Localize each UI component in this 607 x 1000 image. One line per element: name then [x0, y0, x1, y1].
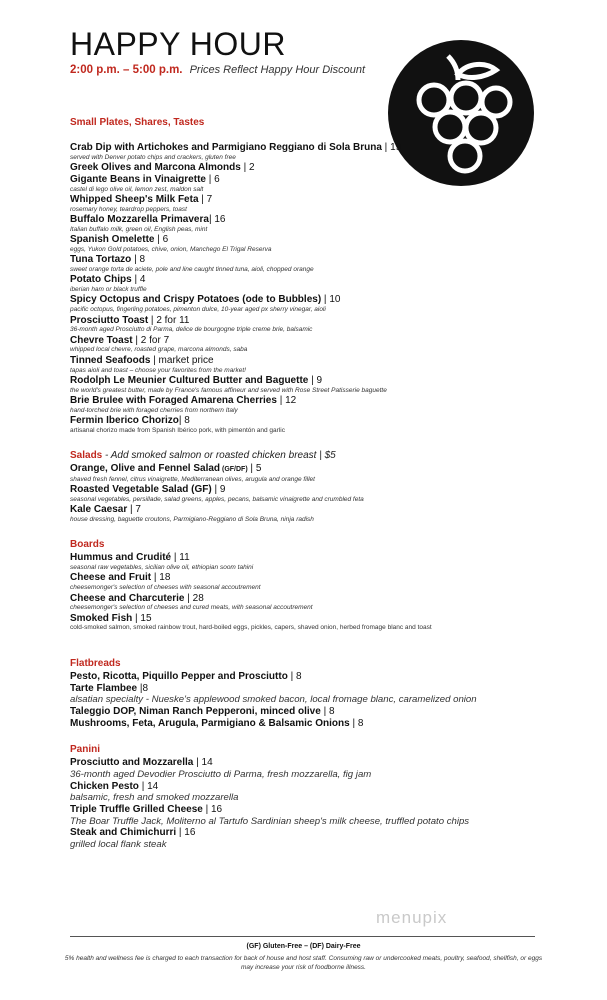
item-description: eggs, Yukon Gold potatoes, chive, onion, Manchego El Trigal Reserva — [70, 245, 272, 253]
page-title: HAPPY HOUR — [70, 26, 287, 62]
price-separator: | — [171, 552, 180, 564]
price-separator: | — [184, 592, 193, 604]
item-diet-tag: (GF/DF) — [220, 466, 248, 474]
section-addon-price: | $5 — [316, 450, 336, 462]
item-price: 9 — [316, 374, 323, 386]
item-name: Whipped Sheep's Milk Feta — [70, 193, 199, 205]
item-name: Potato Chips — [70, 274, 132, 286]
item-name: Tarte Flambee — [70, 682, 138, 694]
price-separator: | — [127, 504, 136, 516]
item-price: 2 for 11 — [156, 314, 190, 326]
item-price: 16 — [184, 826, 196, 838]
price-separator: | — [154, 234, 163, 246]
item-description: hand-torched brie with foraged cherries from northern Italy — [70, 406, 238, 414]
item-description: balsamic, fresh and smoked mozzarella — [70, 792, 239, 804]
item-description: castel di lego olive oil, lemon zest, maldon salt — [70, 185, 204, 193]
menu-item — [70, 355, 540, 367]
section-heading-label: Panini — [70, 744, 101, 756]
item-description: Italian buffalo milk, green oil, English peas, mint — [70, 225, 208, 233]
price-separator: | — [131, 274, 140, 286]
footer-divider — [70, 936, 535, 937]
item-description: iberian ham or black truffle — [70, 286, 147, 294]
price-separator: | — [308, 374, 317, 386]
price-separator: | — [138, 780, 148, 792]
item-description: The Boar Truffle Jack, Moliterno al Tartufo Sardinian sheep's milk cheese, truffled potato chips — [70, 815, 470, 827]
item-description: cheesemonger's selection of cheeses with seasonal accoutrement — [70, 584, 261, 592]
price-separator: | — [148, 314, 157, 326]
item-description: cheesemonger's selection of cheeses and cured meats, with seasonal accoutrement — [70, 604, 313, 612]
menu-item — [70, 315, 540, 327]
item-description: alsatian specialty - Nueske's applewood smoked bacon, local fromage blanc, caramelized onion — [70, 694, 477, 706]
menu-item — [70, 613, 540, 625]
item-price: 8 — [357, 717, 364, 729]
price-separator: | — [150, 354, 159, 366]
item-price: 8 — [184, 415, 190, 427]
item-description: rosemary honey, teardrop peppers, toast — [70, 205, 187, 213]
menu-item — [70, 683, 540, 695]
menu-item — [70, 593, 540, 605]
menu-item — [70, 174, 540, 186]
menu-item — [70, 463, 540, 476]
price-separator: | — [132, 334, 141, 346]
fine-print: 5% health and wellness fee is charged to each transaction for back of house and host staff. Consuming raw or undercooked meats, poultry, seafood, shellfish, or eggs may increase your risk of foodborne illness. — [64, 955, 543, 971]
item-price: 8 — [142, 682, 149, 694]
item-description: shaved fresh fennel, citrus vinaigrette, Mediterranean olives, arugula and orange fillet — [70, 475, 315, 483]
item-description: pacific octopus, fingerling potatoes, pimenton dulce, 10-year aged px sherry vinegar, aioli — [70, 306, 326, 314]
menu-item — [70, 274, 540, 286]
item-name: Gigante Beans in Vinaigrette — [70, 173, 206, 185]
item-price: 15 — [140, 612, 152, 624]
price-note: Prices Reflect Happy Hour Discount — [189, 64, 366, 76]
menu-item — [70, 671, 540, 683]
item-price: 8 — [328, 705, 335, 717]
item-price: 2 — [248, 162, 255, 174]
item-name: Hummus and Crudité — [70, 552, 172, 564]
menu-item — [70, 706, 540, 718]
item-name: Cheese and Charcuterie — [70, 592, 185, 604]
item-name: Orange, Olive and Fennel Salad — [70, 463, 221, 475]
price-separator: | — [131, 254, 140, 266]
item-description: cold-smoked salmon, smoked rainbow trout, hard-boiled eggs, pickles, capers, shaved onion, herbed fromage blanc and toast — [70, 624, 432, 632]
happy-hour-time: 2:00 p.m. – 5:00 p.m. — [70, 64, 183, 76]
item-price: 7 — [135, 504, 141, 516]
menu-item — [70, 484, 540, 496]
price-separator: | — [320, 705, 329, 717]
item-name: Pesto, Ricotta, Piquillo Pepper and Prosciutto — [70, 670, 288, 682]
menu-item — [70, 142, 540, 154]
item-price: 6 — [214, 173, 220, 185]
menu-item — [70, 781, 540, 793]
item-price: 2 for 7 — [140, 334, 170, 346]
menu-section — [70, 538, 540, 632]
item-name: Chicken Pesto — [70, 780, 139, 792]
menu-section — [70, 743, 540, 850]
menu-item — [70, 804, 540, 816]
item-description: served with Denver potato chips and crackers, gluten free — [70, 153, 236, 161]
menu-item — [70, 294, 540, 306]
item-description: 36-month aged Devodier Prosciutto di Parma, fresh mozzarella, fig jam — [70, 769, 372, 781]
menu-item — [70, 214, 540, 226]
item-name: Cheese and Fruit — [70, 572, 152, 584]
menu-item — [70, 415, 540, 427]
item-name: Tinned Seafoods — [70, 354, 151, 366]
item-name: Smoked Fish — [70, 612, 133, 624]
price-separator: | — [151, 572, 160, 584]
item-description: whipped local chevre, roasted grape, marcona almonds, saba — [70, 346, 248, 354]
item-price: 18 — [159, 572, 171, 584]
item-description: artisanal chorizo made from Spanish Ibérico pork, with pimentón and garlic — [70, 426, 285, 434]
item-name: Brie Brulee with Foraged Amarena Cherries — [70, 394, 277, 406]
item-name: Rodolph Le Meunier Cultured Butter and Baguette — [70, 374, 309, 386]
price-separator: | — [208, 214, 215, 226]
price-separator: | — [176, 826, 185, 838]
item-price: 28 — [192, 592, 204, 604]
menu-item — [70, 552, 540, 564]
menu-item — [70, 827, 540, 839]
item-price: 7 — [206, 193, 213, 205]
menu-item — [70, 375, 540, 387]
price-separator: | — [137, 682, 143, 694]
menu-item — [70, 335, 540, 347]
section-heading — [70, 449, 540, 462]
item-name: Chevre Toast — [70, 334, 133, 346]
section-heading — [70, 538, 540, 551]
item-description: sweet orange torta de aciete, pole and line caught tinned tuna, aioli, chopped orange — [70, 266, 314, 274]
price-separator: | — [240, 162, 249, 174]
item-name: Prosciutto Toast — [70, 314, 149, 326]
section-heading — [70, 116, 540, 129]
item-name: Triple Truffle Grilled Cheese — [70, 803, 203, 815]
price-separator: | — [287, 670, 296, 682]
menu-item — [70, 194, 540, 206]
menu-item — [70, 254, 540, 266]
item-description: seasonal raw vegetables, sicilian olive oil, ethiopian soom tahini — [70, 564, 254, 572]
menu-item — [70, 162, 540, 174]
item-name: Mushrooms, Feta, Arugula, Parmigiano & Balsamic Onions — [70, 717, 350, 729]
item-description: 36-month aged Prosciutto di Parma, delice de bourgogne triple creme brie, balsamic — [70, 326, 313, 334]
item-name: Crab Dip with Artichokes and Parmigiano Reggiano di Sola Bruna — [70, 142, 382, 153]
item-price: 10 — [329, 294, 341, 306]
item-description: house dressing, baguette croutons, Parmigiano-Reggiano di Sola Bruna, ninja radish — [70, 516, 314, 524]
price-separator: | — [198, 193, 207, 205]
item-description: tapas aioli and toast – choose your favorites from the market! — [70, 366, 246, 374]
menu-section — [70, 449, 540, 524]
item-name: Roasted Vegetable Salad (GF) — [70, 484, 212, 496]
item-name: Greek Olives and Marcona Almonds — [70, 162, 241, 174]
menu-item — [70, 395, 540, 407]
menu-item — [70, 572, 540, 584]
item-price: 12 — [285, 394, 297, 406]
menu-item — [70, 757, 540, 769]
item-name: Spanish Omelette — [70, 234, 155, 246]
diet-key: (GF) Gluten-Free – (DF) Dairy-Free — [246, 943, 361, 950]
menu-item — [70, 234, 540, 246]
item-price: 6 — [162, 234, 169, 246]
item-price: 11 — [179, 552, 190, 564]
section-heading — [70, 657, 540, 670]
item-price: 9 — [219, 484, 226, 496]
item-name: Spicy Octopus and Crispy Potatoes (ode to Bubbles) — [70, 294, 322, 306]
item-description: grilled local flank steak — [70, 838, 167, 850]
price-separator: | — [276, 394, 286, 406]
section-heading-label: Flatbreads — [70, 657, 121, 669]
price-separator: | — [193, 757, 202, 769]
price-separator: | — [178, 415, 185, 427]
price-separator: | — [211, 484, 220, 496]
watermark: menupix — [376, 908, 448, 927]
item-price: 8 — [295, 670, 302, 682]
menu-item — [70, 504, 540, 516]
item-name: Steak and Chimichurri — [70, 826, 177, 838]
item-price: 4 — [139, 274, 146, 286]
item-price: 5 — [255, 463, 262, 475]
item-price: 16 — [214, 214, 226, 226]
item-price: 16 — [210, 803, 223, 815]
price-separator: | — [132, 612, 141, 624]
item-name: Prosciutto and Mozzarella — [70, 757, 194, 769]
item-description: seasonal vegetables, persillade, salad greens, apples, pecans, balsamic vinaigrette and crumbled feta — [70, 496, 364, 503]
menu-item — [70, 718, 540, 730]
hours-line — [70, 64, 365, 76]
item-name: Taleggio DOP, Niman Ranch Pepperoni, minced olive — [70, 705, 321, 717]
price-separator: | — [381, 142, 391, 153]
price-separator: | — [349, 717, 358, 729]
item-name: Fermin Iberico Chorizo — [70, 415, 179, 427]
section-heading-label: Boards — [70, 539, 105, 551]
item-price: market price — [158, 354, 214, 366]
item-price: 8 — [139, 254, 146, 266]
item-price: 14 — [147, 780, 159, 792]
price-separator: | — [321, 294, 330, 306]
section-heading — [70, 743, 540, 756]
price-separator: | — [247, 463, 256, 475]
menu-section — [70, 116, 540, 435]
item-name: Kale Caesar — [70, 504, 128, 516]
item-price: 14 — [201, 757, 213, 769]
item-name: Tuna Tortazo — [70, 254, 132, 266]
menu-content — [70, 116, 540, 850]
menu-section — [70, 657, 540, 730]
section-heading-label: Small Plates, Shares, Tastes — [70, 117, 205, 128]
section-addon: - Add smoked salmon or roasted chicken breast — [102, 450, 317, 462]
section-heading-label: Salads — [70, 450, 103, 462]
item-price: 19 — [390, 142, 402, 153]
price-separator: | — [205, 173, 215, 185]
item-description: the world's greatest butter, made by France's famous affineur and served with Rose Street Patisserie baguette — [70, 386, 387, 394]
price-separator: | — [202, 803, 211, 815]
item-name: Buffalo Mozzarella Primavera — [70, 214, 209, 226]
